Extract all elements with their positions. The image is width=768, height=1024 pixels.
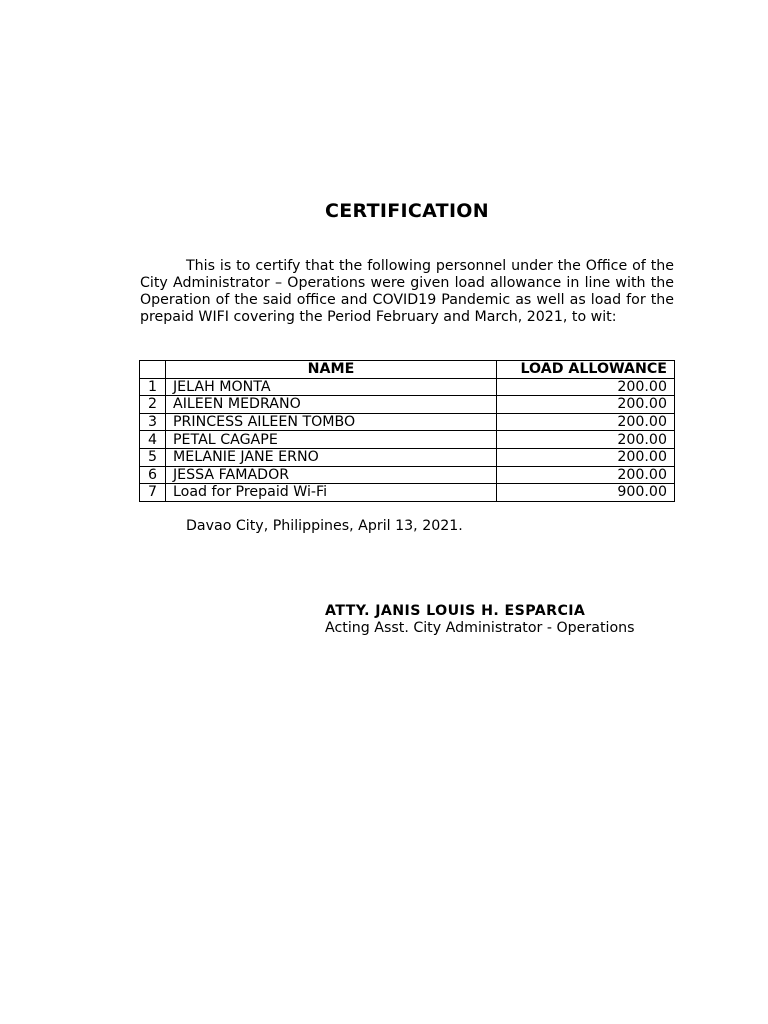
- row-amount: 200.00: [497, 466, 675, 484]
- row-name: PRINCESS AILEEN TOMBO: [166, 413, 497, 431]
- row-amount: 900.00: [497, 484, 675, 502]
- row-name: JESSA FAMADOR: [166, 466, 497, 484]
- table-row: [140, 396, 675, 414]
- row-name: MELANIE JANE ERNO: [166, 448, 497, 466]
- table-row: [140, 378, 675, 396]
- document-title: CERTIFICATION: [325, 200, 489, 222]
- row-number: 4: [140, 431, 166, 449]
- place-and-date: Davao City, Philippines, April 13, 2021.: [186, 518, 463, 534]
- table-row: [140, 413, 675, 431]
- row-number: 1: [140, 378, 166, 396]
- certification-body: This is to certify that the following personnel under the Office of the City Administrator – Operations were given load allowance in line with the Operation of the said office and COVID19 Pandemic as well as load for the prepaid WIFI covering the Period February and March, 2021, to wit:: [140, 258, 674, 325]
- row-amount: 200.00: [497, 431, 675, 449]
- row-amount: 200.00: [497, 413, 675, 431]
- row-name: Load for Prepaid Wi-Fi: [166, 484, 497, 502]
- table-row: [140, 431, 675, 449]
- row-name: PETAL CAGAPE: [166, 431, 497, 449]
- table-row: [140, 448, 675, 466]
- table-header-row: [140, 361, 675, 379]
- row-number: 5: [140, 448, 166, 466]
- row-number: 3: [140, 413, 166, 431]
- row-name: JELAH MONTA: [166, 378, 497, 396]
- signatory-title: Acting Asst. City Administrator - Operations: [325, 620, 635, 636]
- row-amount: 200.00: [497, 378, 675, 396]
- header-name: NAME: [166, 361, 497, 379]
- row-number: 6: [140, 466, 166, 484]
- row-amount: 200.00: [497, 448, 675, 466]
- row-number: 2: [140, 396, 166, 414]
- signatory-name: ATTY. JANIS LOUIS H. ESPARCIA: [325, 603, 586, 619]
- row-name: AILEEN MEDRANO: [166, 396, 497, 414]
- table-row: [140, 484, 675, 502]
- header-number: [140, 361, 166, 379]
- row-number: 7: [140, 484, 166, 502]
- allowance-table: [139, 360, 675, 502]
- row-amount: 200.00: [497, 396, 675, 414]
- table-row: [140, 466, 675, 484]
- header-load-allowance: LOAD ALLOWANCE: [497, 361, 675, 379]
